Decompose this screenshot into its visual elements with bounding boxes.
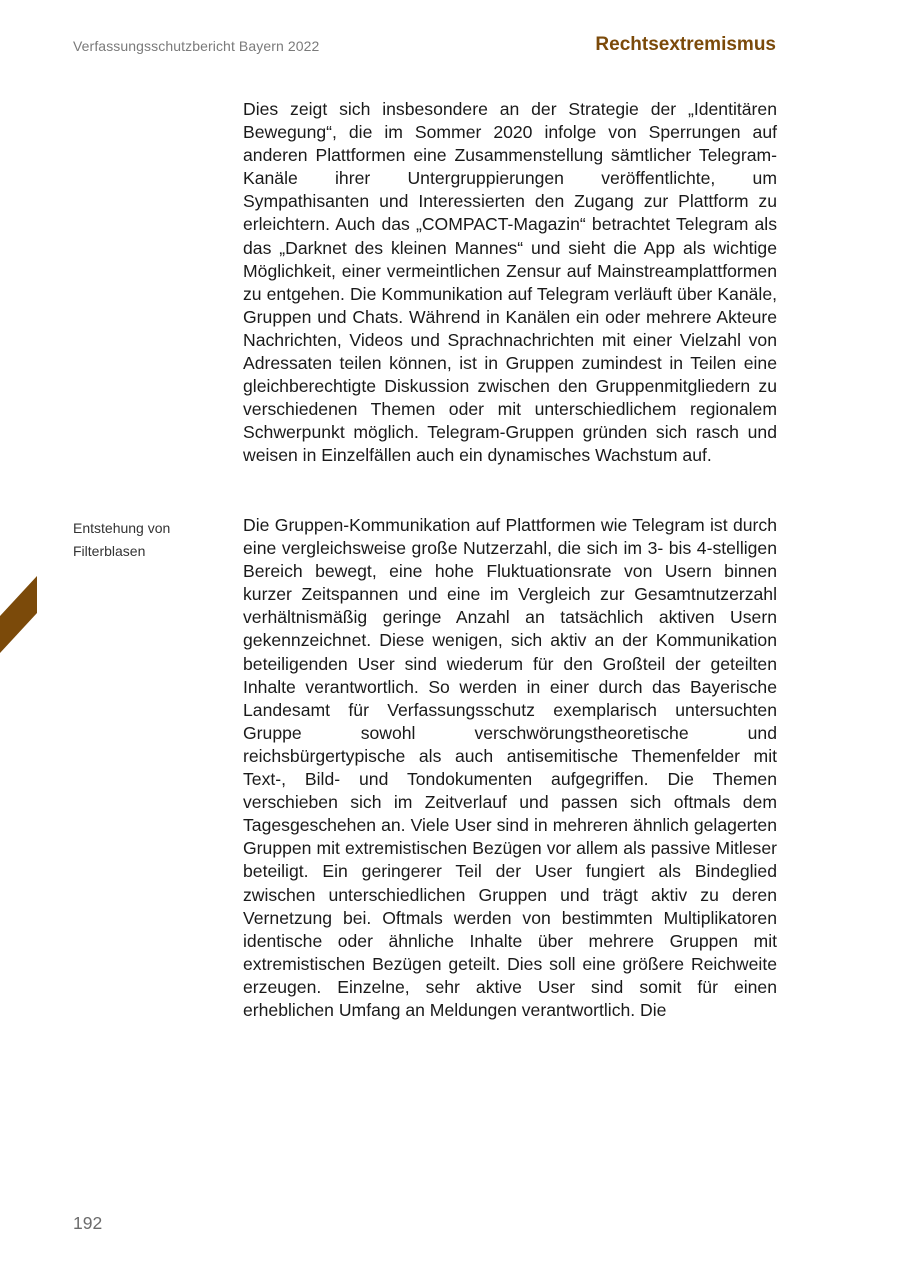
section-title: Rechtsextremismus [595,34,776,55]
margin-note-line-2: Filterblasen [73,543,146,559]
page-number: 192 [73,1213,103,1233]
chapter-tab-marker [0,576,37,653]
body-paragraph-1: Dies zeigt sich insbesondere an der Strategie der „Identitären Bewegung“, die im Sommer 2020 infolge von Sperrungen auf anderen Plattformen eine Zusammenstellung sämtlicher Telegram-Kanäle ihrer Untergruppierungen veröffentlichte, um Sympathisanten und Interessierten den Zugang zur Plattform zu erleichtern. Auch das „COMPACT-Magazin“ betrachtet Telegram als das „Darknet des kleinen Mannes“ und sieht die App als wichtige Möglichkeit, einer vermeintlichen Zensur auf Mainstreamplattformen zu entgehen. Die Kommunikation auf Telegram verläuft über Kanäle, Gruppen und Chats. Während in Kanälen ein oder mehrere Akteure Nachrichten, Videos und Sprachnachrichten mit einer Vielzahl von Adressaten teilen können, ist in Gruppen zumindest in Teilen eine gleichberechtigte Diskussion zwischen den Gruppenmitgliedern zu verschiedenen Themen oder mit unterschiedlichem regionalem Schwerpunkt möglich. Telegram-Gruppen gründen sich rasch und weisen in Einzelfällen auch ein dynamisches Wachstum auf. [243,99,777,466]
margin-note-line-1: Entstehung von [73,520,171,536]
body-paragraph-2: Die Gruppen-Kommunikation auf Plattformen wie Telegram ist durch eine vergleichsweise große Nutzerzahl, die sich im 3- bis 4-stelligen Bereich bewegt, eine hohe Fluktuationsrate von Usern binnen kurzer Zeitspannen und eine im Vergleich zur Gesamtnutzerzahl verhältnismäßig geringe Anzahl an tatsächlich aktiven Usern gekennzeichnet. Diese wenigen, sich aktiv an der Kommunikation beteiligenden User sind wiederum für den Großteil der geteilten Inhalte verantwortlich. So werden in einer durch das Bayerische Landesamt für Verfassungsschutz exemplarisch untersuchten Gruppe sowohl verschwörungstheoretische und reichsbürgertypische als auch antisemitische Themenfelder mit Text-, Bild- und Tondokumenten aufgegriffen. Die Themen verschieben sich im Zeitverlauf und passen sich oftmals dem Tagesgeschehen an. Viele User sind in mehreren ähnlich gelagerten Gruppen mit extremistischen Bezügen vor allem als passive Mitleser beteiligt. Ein geringerer Teil der User fungiert als Bindeglied zwischen unterschiedlichen Gruppen und trägt aktiv zu deren Vernetzung bei. Oftmals werden von bestimmten Multiplikatoren identische oder ähnliche Inhalte über mehrere Gruppen mit extremistischen Bezügen geteilt. Dies soll eine größere Reichweite erzeugen. Einzelne, sehr aktive User sind somit für einen erheblichen Umfang an Meldungen verantwortlich. Die [243,515,777,1020]
running-title: Verfassungsschutzbericht Bayern 2022 [73,38,320,54]
margin-note [73,517,223,563]
